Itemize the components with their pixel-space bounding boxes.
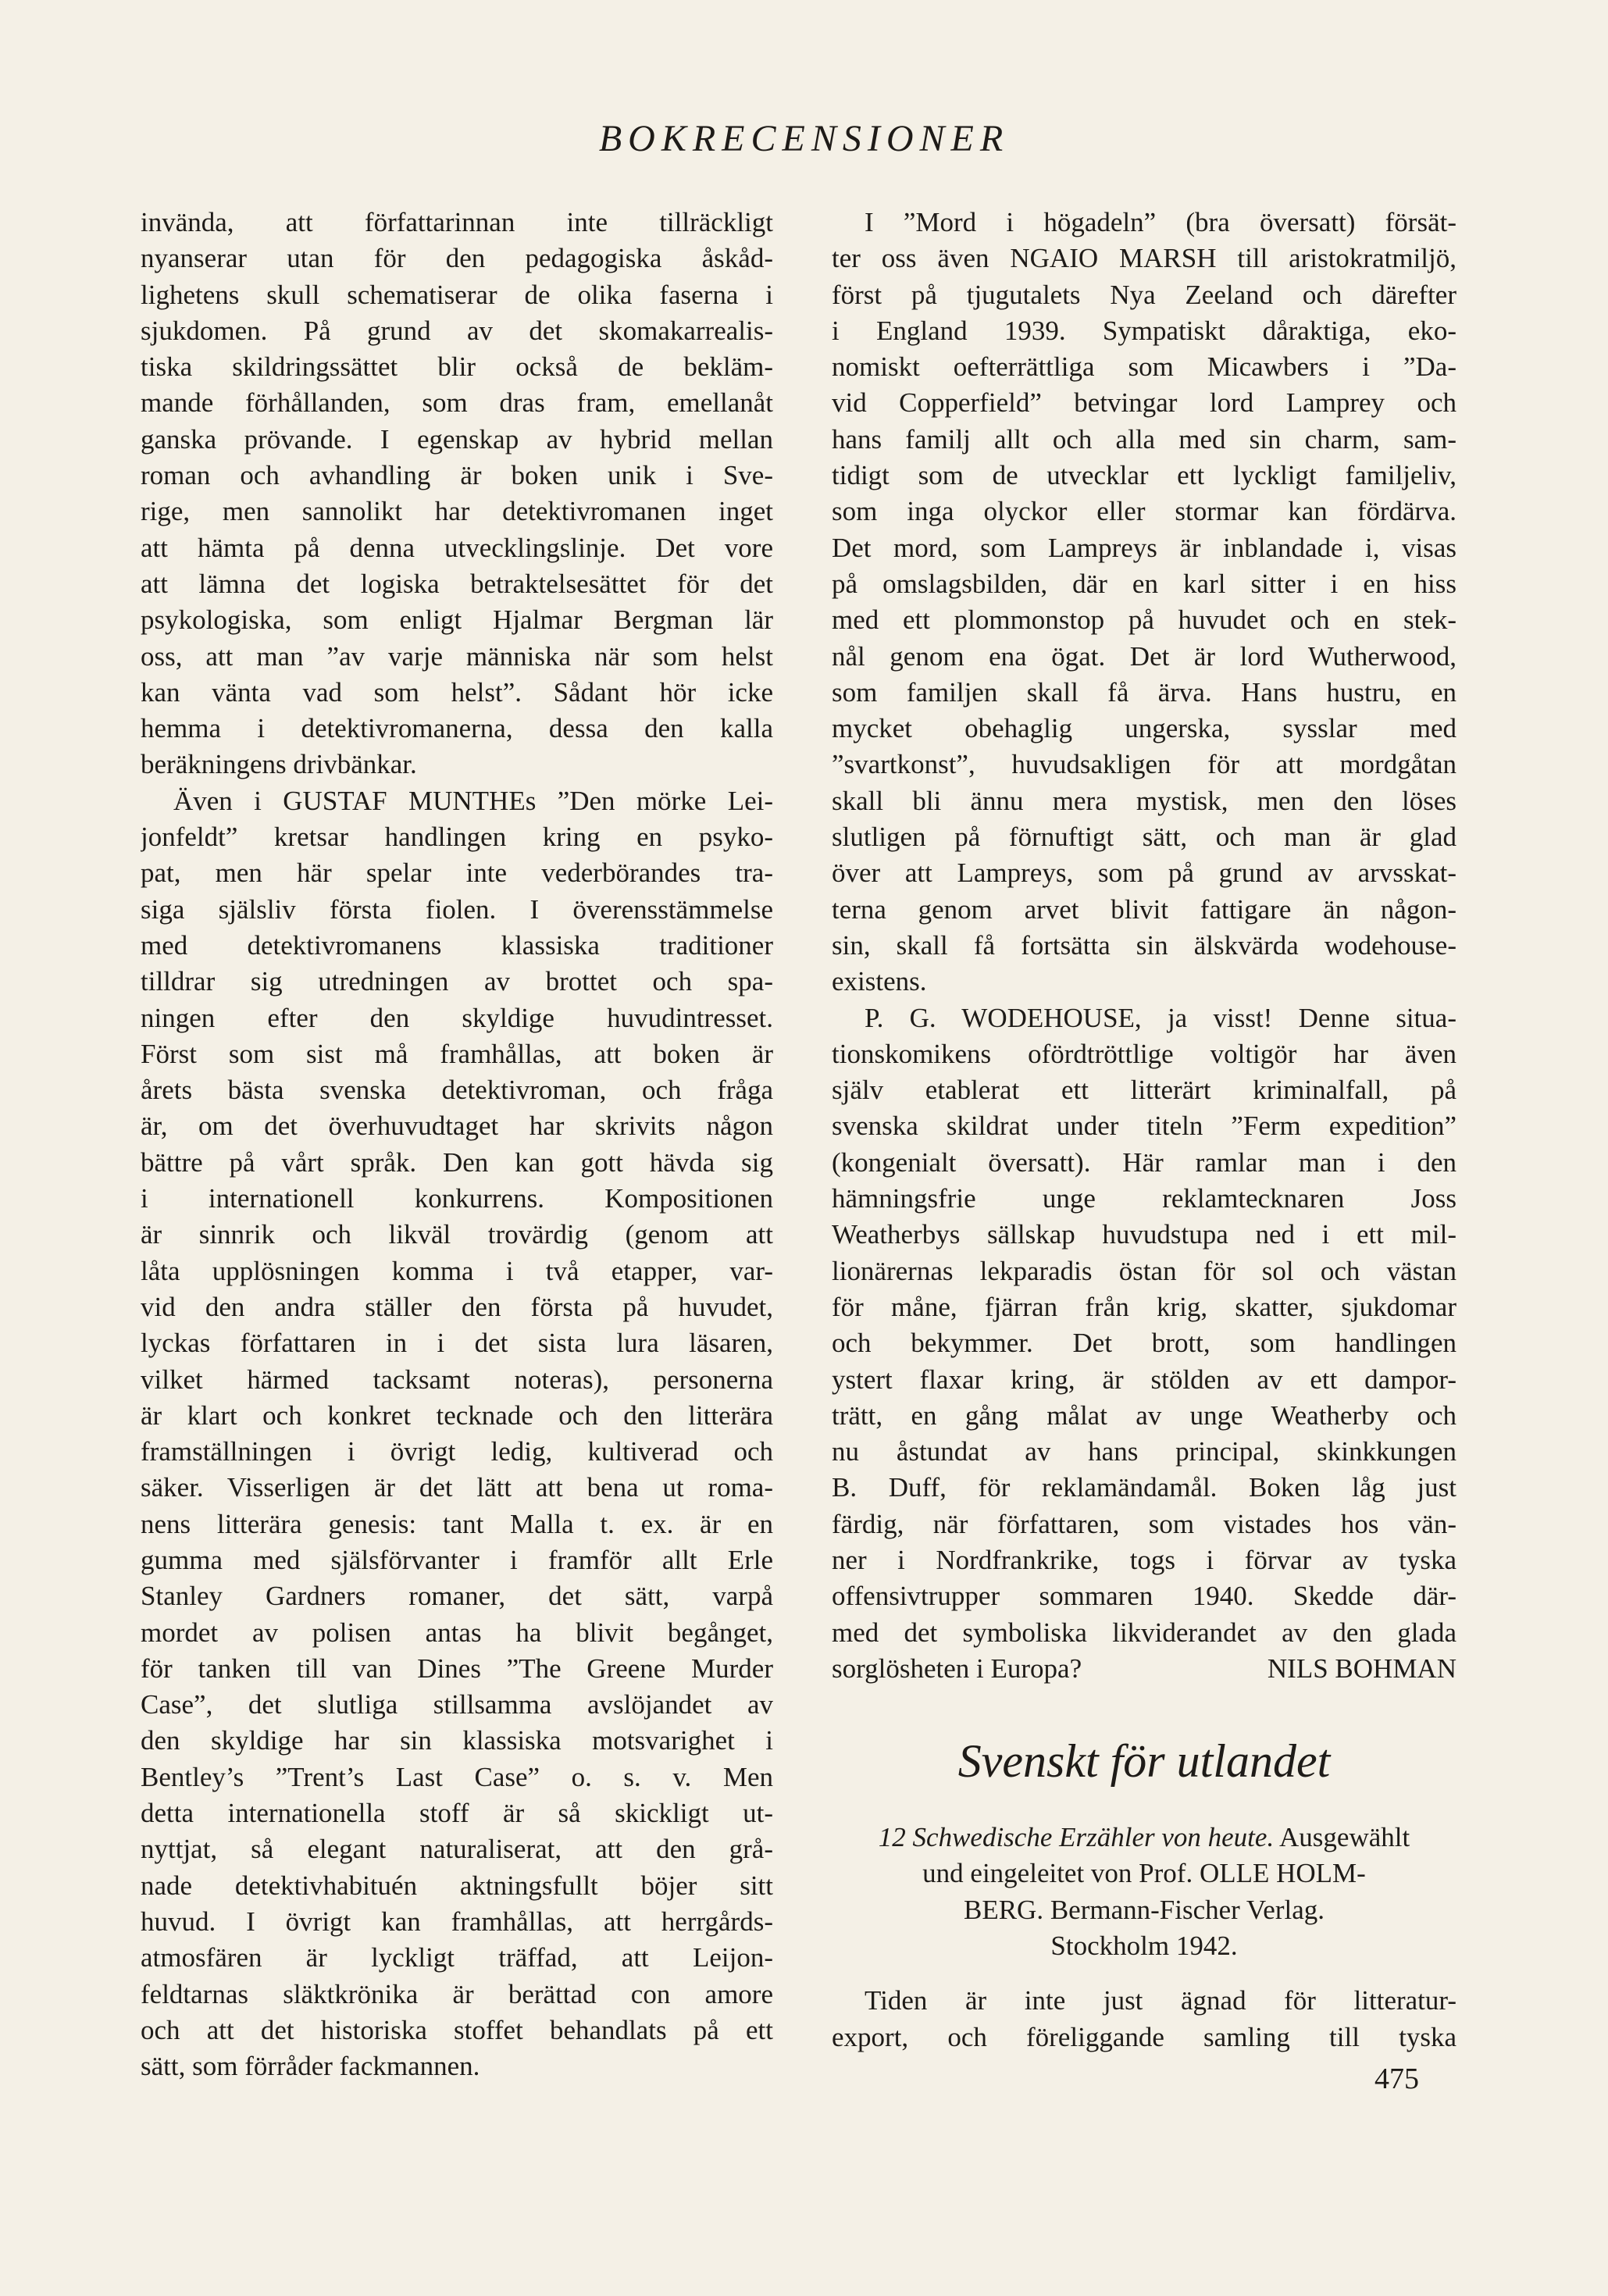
text-line: nade detektivhabituén aktningsfullt böjer sitt <box>141 1870 773 1901</box>
book-reference <box>832 1820 1456 1964</box>
text-line: Bentley’s ”Trent’s Last Case” o. s. v. Men <box>141 1761 773 1792</box>
book-reference-line: und eingeleitet von Prof. OLLE HOLM- <box>922 1858 1366 1889</box>
text-line: detta internationella stoff är så skickligt ut- <box>141 1798 773 1829</box>
text-line: ter oss även NGAIO MARSH till aristokratmiljö, <box>832 243 1456 274</box>
text-line: terna genom arvet blivit fattigare än någon- <box>832 893 1456 925</box>
text-line: ganska prövande. I egenskap av hybrid mellan <box>141 423 773 455</box>
text-line: på omslagsbilden, där en karl sitter i en hiss <box>832 568 1456 599</box>
text-line: roman och avhandling är boken unik i Sve- <box>141 460 773 491</box>
text-line: B. Duff, för reklamändamål. Boken låg just <box>832 1472 1456 1503</box>
text-line: gumma med själsförvanter i framför allt Erle <box>141 1544 773 1575</box>
text-line: är sinnrik och likväl trovärdig (genom att <box>141 1219 773 1250</box>
text-line: är klart och konkret tecknade och den litterära <box>141 1399 773 1431</box>
text-line: tionskomikens ofördtröttlige voltigör har även <box>832 1038 1456 1069</box>
text-line: sin, skall få fortsätta sin älskvärda wodehouse- <box>832 929 1456 961</box>
text-line: nyttjat, så elegant naturaliserat, att den grå- <box>141 1834 773 1865</box>
text-line: hans familj allt och alla med sin charm, sam- <box>832 423 1456 455</box>
text-line: i England 1939. Sympatiskt dåraktiga, eko- <box>832 315 1456 346</box>
text-line: kan vänta vad som helst”. Sådant hör icke <box>141 676 773 708</box>
text-line: vilket härmed tacksamt noteras), personerna <box>141 1364 773 1395</box>
text-line: för tanken till van Dines ”The Greene Murder <box>141 1652 773 1684</box>
text-line: med detektivromanens klassiska traditioner <box>141 929 773 961</box>
text-line: över att Lampreys, som på grund av arvsskat- <box>832 857 1456 889</box>
text-line: för måne, fjärran från krig, skatter, sjukdomar <box>832 1291 1456 1322</box>
text-line: (kongenialt översatt). Här ramlar man i den <box>832 1146 1456 1178</box>
text-line-content: sorglösheten i Europa? <box>832 1652 1082 1684</box>
paragraph <box>141 205 773 783</box>
text-line: P. G. WODEHOUSE, ja visst! Denne situa- <box>865 1002 1456 1033</box>
text-line: sjukdomen. På grund av det skomakarrealis- <box>141 315 773 346</box>
text-line: bättre på vårt språk. Den kan gott hävda sig <box>141 1146 773 1178</box>
text-line: Tiden är inte just ägnad för litteratur- <box>865 1985 1456 2016</box>
text-line: siga själsliv första fiolen. I överensstämmelse <box>141 893 773 925</box>
text-line: tidigt som de utvecklar ett lyckligt familjeliv, <box>832 460 1456 491</box>
left-column <box>141 205 773 2084</box>
paragraph <box>832 1983 1456 2055</box>
text-line: nyanserar utan för den pedagogiska åskåd- <box>141 243 773 274</box>
text-line: nens litterära genesis: tant Malla t. ex. är en <box>141 1508 773 1539</box>
text-line: ystert flaxar kring, är stölden av ett dampor- <box>832 1364 1456 1395</box>
text-line: offensivtrupper sommaren 1940. Skedde där- <box>832 1581 1456 1612</box>
text-line: att hämta på denna utvecklingslinje. Det vore <box>141 532 773 563</box>
text-line: existens. <box>832 966 927 997</box>
text-line: svenska skildrat under titeln ”Ferm expedition” <box>832 1111 1456 1142</box>
text-line: årets bästa svenska detektivroman, och fråga <box>141 1075 773 1106</box>
text-line: färdig, när författaren, som vistades hos vän- <box>832 1508 1456 1539</box>
text-line: och att det historiska stoffet behandlats på ett <box>141 2014 773 2045</box>
book-title: 12 Schwedische Erzähler von heute. <box>878 1822 1275 1853</box>
text-line: skall bli ännu mera mystisk, men den löses <box>832 785 1456 816</box>
text-line: lyckas författaren in i det sista lura läsaren, <box>141 1328 773 1359</box>
book-reference-line: BERG. Bermann-Fischer Verlag. <box>963 1894 1325 1925</box>
text-line: pat, men här spelar inte vederbörandes tra- <box>141 857 773 889</box>
text-line: huvud. I övrigt kan framhållas, att herrgårds- <box>141 1906 773 1937</box>
text-line: först på tjugutalets Nya Zeeland och därefter <box>832 279 1456 310</box>
reviewer-signature: NILS BOHMAN <box>1267 1652 1456 1684</box>
text-line: nomiskt oefterrättliga som Micawbers i ”Da- <box>832 351 1456 383</box>
text-line: lionärernas lekparadis östan för sol och västan <box>832 1255 1456 1286</box>
book-reference-line: Stockholm 1942. <box>1050 1931 1238 1962</box>
text-line: låta upplösningen komma i två etapper, var- <box>141 1255 773 1286</box>
right-column <box>832 205 1456 2055</box>
text-line: lighetens skull schematiserar de olika faserna i <box>141 279 773 310</box>
text-line <box>832 1651 1456 1687</box>
text-line: vid den andra ställer den första på huvudet, <box>141 1291 773 1322</box>
text-line: mycket obehaglig ungerska, sysslar med <box>832 713 1456 744</box>
text-line: export, och föreliggande samling till tyska <box>832 2021 1456 2052</box>
text-line: beräkningens drivbänkar. <box>141 749 417 780</box>
paragraph <box>141 783 773 2085</box>
text-line: Först som sist må framhållas, att boken är <box>141 1038 773 1069</box>
text-line: Även i GUSTAF MUNTHEs ”Den mörke Lei- <box>173 785 773 816</box>
text-line: oss, att man ”av varje människa när som helst <box>141 640 773 672</box>
text-line: ner i Nordfrankrike, togs i förvar av tyska <box>832 1544 1456 1575</box>
text-line: tiska skildringssättet blir också de bekläm- <box>141 351 773 383</box>
running-head: BOKRECENSIONER <box>598 118 1010 159</box>
page-number: 475 <box>1374 2062 1419 2095</box>
text-line: att lämna det logiska betraktelsesättet för det <box>141 568 773 599</box>
text-line: jonfeldt” kretsar handlingen kring en psyko- <box>141 822 773 853</box>
text-line: psykologiska, som enligt Hjalmar Bergman lär <box>141 604 773 636</box>
text-line: som inga olyckor eller stormar kan fördärva. <box>832 496 1456 527</box>
text-line: rige, men sannolikt har detektivromanen inget <box>141 496 773 527</box>
text-line: I ”Mord i högadeln” (bra översatt) försät- <box>865 207 1456 237</box>
text-line: Det mord, som Lampreys är inblandade i, visas <box>832 532 1456 563</box>
text-line: tilldrar sig utredningen av brottet och spa- <box>141 966 773 997</box>
text-line: nu åstundat av hans principal, skinkkungen <box>832 1436 1456 1467</box>
text-line: säker. Visserligen är det lätt att bena ut roma- <box>141 1472 773 1503</box>
text-line: som familjen skall få ärva. Hans hustru, en <box>832 676 1456 708</box>
text-line: mordet av polisen antas ha blivit begånget, <box>141 1617 773 1648</box>
text-line: själv etablerat ett litterärt kriminalfall, på <box>832 1075 1456 1106</box>
section-title: Svenskt för utlandet <box>957 1735 1331 1788</box>
text-line: framställningen i övrigt ledig, kultiverad och <box>141 1436 773 1467</box>
book-reference-text: Ausgewählt <box>1279 1822 1410 1853</box>
text-line: feldtarnas släktkrönika är berättad con amore <box>141 1978 773 2009</box>
text-line: vid Copperfield” betvingar lord Lamprey och <box>832 387 1456 419</box>
text-line: är, om det överhuvudtaget har skrivits någon <box>141 1111 773 1142</box>
text-line: Weatherbys sällskap huvudstupa ned i ett mil- <box>832 1219 1456 1250</box>
book-reference-line <box>832 1820 1456 1856</box>
text-line: slutligen på förnuftigt sätt, och man är glad <box>832 822 1456 853</box>
text-line: Stanley Gardners romaner, det sätt, varpå <box>141 1581 773 1612</box>
text-line: nål genom ena ögat. Det är lord Wutherwood, <box>832 640 1456 672</box>
text-line: ningen efter den skyldige huvudintresset. <box>141 1002 773 1033</box>
text-line: i internationell konkurrens. Kompositionen <box>141 1183 773 1214</box>
text-line: med ett plommonstop på huvudet och en stek- <box>832 604 1456 636</box>
text-line: invända, att författarinnan inte tillräckligt <box>141 207 773 237</box>
text-line: och bekymmer. Det brott, som handlingen <box>832 1328 1456 1359</box>
paragraph <box>832 1000 1456 1688</box>
text-line: med det symboliska likviderandet av den glada <box>832 1617 1456 1648</box>
text-line: sätt, som förråder fackmannen. <box>141 2051 480 2082</box>
text-line: hemma i detektivromanerna, dessa den kalla <box>141 713 773 744</box>
text-line: trätt, en gång målat av unge Weatherby och <box>832 1399 1456 1431</box>
text-line: ”svartkonst”, huvudsakligen för att mordgåtan <box>832 749 1456 780</box>
text-line: den skyldige har sin klassiska motsvarighet i <box>141 1725 773 1756</box>
text-line: Case”, det slutliga stillsamma avslöjandet av <box>141 1689 773 1720</box>
text-line: atmosfären är lyckligt träffad, att Leijon- <box>141 1942 773 1973</box>
paragraph <box>832 205 1456 1000</box>
text-line: hämningsfrie unge reklamtecknaren Joss <box>832 1183 1456 1214</box>
text-line: mande förhållanden, som dras fram, emellanåt <box>141 387 773 419</box>
